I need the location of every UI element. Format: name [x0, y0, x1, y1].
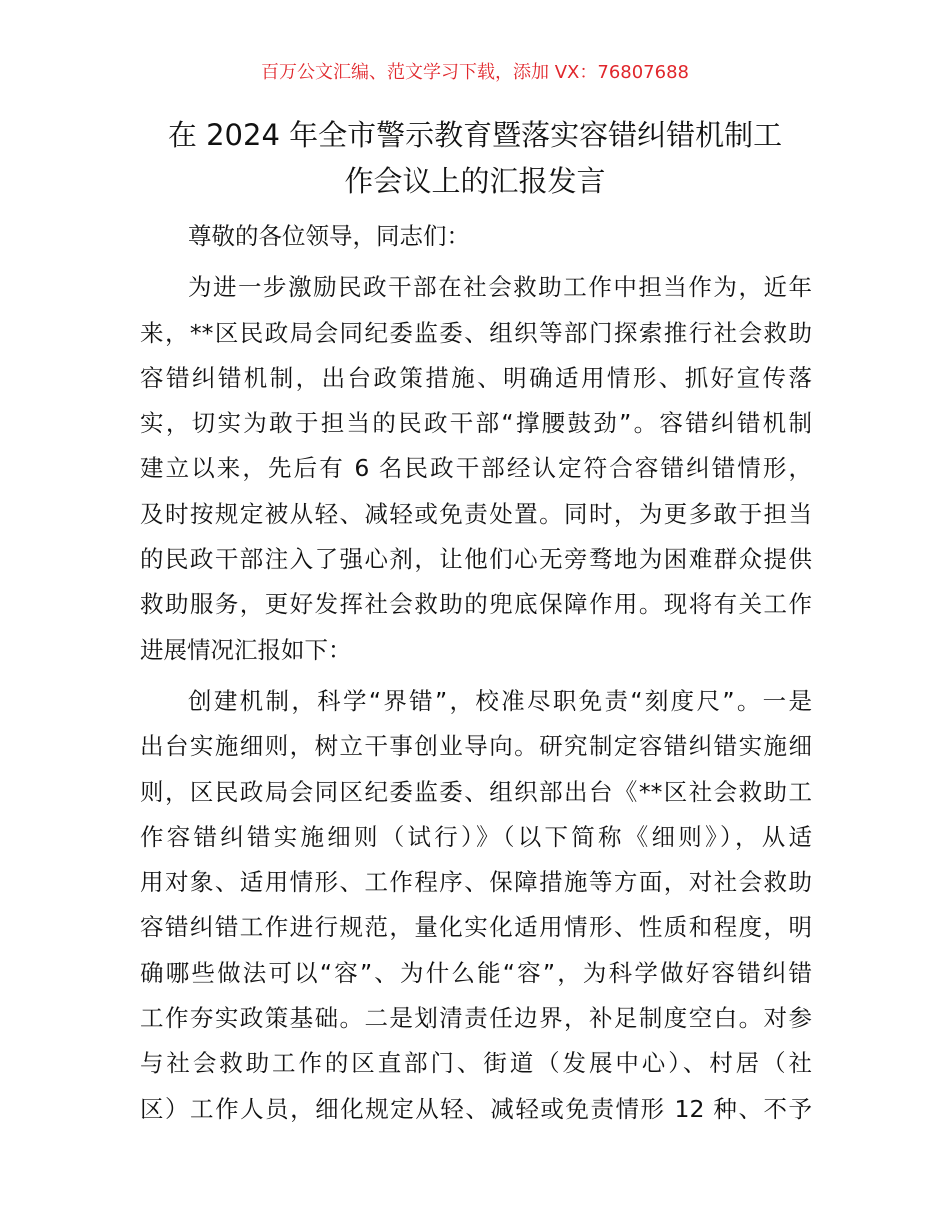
watermark-banner: 百万公文汇编、范文学习下载，添加 VX：76807688 [261, 62, 689, 83]
document-body [140, 214, 812, 1138]
text-line: 确哪些做法可以“容”、为什么能“容”，为科学做好容错纠错 [140, 958, 812, 987]
paragraph [140, 214, 812, 259]
text-line: 与社会救助工作的区直部门、街道（发展中心）、村居（社 [140, 1049, 812, 1078]
text-line: 用对象、适用情形、工作程序、保障措施等方面，对社会救助 [140, 868, 812, 897]
text-line: 容错纠错工作进行规范，量化实化适用情形、性质和程度，明 [140, 913, 812, 942]
text-line: 创建机制，科学“界错”，校准尽职免责“刻度尺”。一是 [188, 686, 812, 715]
text-line: 工作夯实政策基础。二是划清责任边界，补足制度空白。对参 [140, 1004, 812, 1033]
text-line: 则，区民政局会同区纪委监委、组织部出台《**区社会救助工 [140, 777, 812, 806]
text-line: 来，**区民政局会同纪委监委、组织等部门探索推行社会救助 [140, 318, 812, 347]
text-line: 容错纠错机制，出台政策措施、明确适用情形、抓好宣传落 [140, 363, 812, 392]
paragraph [140, 265, 812, 673]
text-line: 出台实施细则，树立干事创业导向。研究制定容错纠错实施细 [140, 732, 812, 761]
text-line: 建立以来，先后有 6 名民政干部经认定符合容错纠错情形， [140, 454, 812, 483]
title-line: 作会议上的汇报发言 [344, 164, 606, 198]
paragraph [140, 679, 812, 1132]
text-line: 进展情况汇报如下： [140, 635, 352, 664]
text-line: 为进一步激励民政干部在社会救助工作中担当作为，近年 [188, 273, 812, 302]
text-line: 救助服务，更好发挥社会救助的兜底保障作用。现将有关工作 [140, 590, 812, 619]
text-line: 作容错纠错实施细则（试行）》（以下简称《细则》），从适 [140, 822, 812, 851]
document-title [140, 112, 810, 204]
text-line: 尊敬的各位领导，同志们： [188, 222, 470, 250]
text-line: 的民政干部注入了强心剂，让他们心无旁骛地为困难群众提供 [140, 545, 812, 574]
title-line: 在 2024 年全市警示教育暨落实容错纠错机制工 [167, 118, 783, 152]
text-line: 实，切实为敢于担当的民政干部“撑腰鼓劲”。容错纠错机制 [140, 409, 812, 438]
text-line: 区）工作人员，细化规定从轻、减轻或免责情形 12 种、不予 [140, 1094, 812, 1123]
text-line: 及时按规定被从轻、减轻或免责处置。同时，为更多敢于担当 [140, 499, 812, 528]
